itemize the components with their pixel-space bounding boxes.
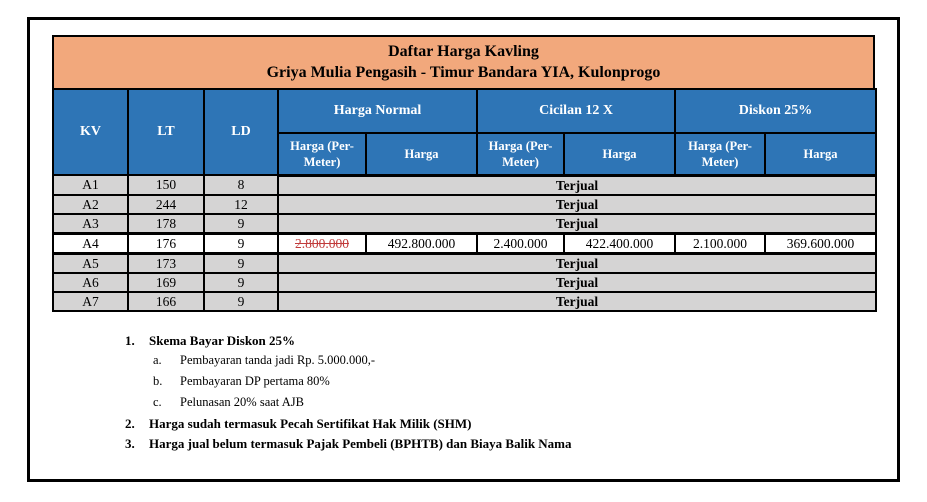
table-row-a4 <box>53 233 876 253</box>
cell-ld: 8 <box>204 175 278 195</box>
cell-kv: A3 <box>53 214 128 234</box>
cell-kv: A4 <box>53 233 128 253</box>
cell-diskon-total: 369.600.000 <box>765 233 876 253</box>
cell-kv: A1 <box>53 175 128 195</box>
status-badge-terjual: Terjual <box>278 195 876 214</box>
title-line-1: Daftar Harga Kavling <box>388 43 539 60</box>
cell-kv: A2 <box>53 195 128 214</box>
cell-lt: 150 <box>128 175 204 195</box>
group-header-diskon-25: Diskon 25% <box>675 89 876 133</box>
cell-ld: 9 <box>204 273 278 292</box>
group-header-harga-normal: Harga Normal <box>278 89 477 133</box>
group-header-cicilan-12x: Cicilan 12 X <box>477 89 675 133</box>
cell-ld: 9 <box>204 292 278 311</box>
note-subitem-1b <box>153 374 897 389</box>
subheader-normal-per-meter: Harga (Per-Meter) <box>278 133 366 175</box>
column-header-kv: KV <box>53 89 128 175</box>
cell-diskon-per-meter: 2.100.000 <box>675 233 765 253</box>
cell-lt: 166 <box>128 292 204 311</box>
cell-lt: 244 <box>128 195 204 214</box>
subheader-cicilan-harga: Harga <box>564 133 675 175</box>
note-text: Pembayaran DP pertama 80% <box>180 373 330 388</box>
subheader-diskon-harga: Harga <box>765 133 876 175</box>
cell-lt: 173 <box>128 253 204 273</box>
price-table <box>52 88 877 312</box>
status-badge-terjual: Terjual <box>278 292 876 311</box>
status-badge-terjual: Terjual <box>278 175 876 195</box>
note-text: Harga jual belum termasuk Pajak Pembeli (BPHTB) dan Biaya Balik Nama <box>149 435 572 451</box>
cell-lt: 169 <box>128 273 204 292</box>
cell-lt: 176 <box>128 233 204 253</box>
note-subitem-1c <box>153 395 897 410</box>
column-header-lt: LT <box>128 89 204 175</box>
note-text: Pelunasan 20% saat AJB <box>180 394 304 409</box>
table-row-a7 <box>53 292 876 311</box>
note-item-2 <box>125 416 897 431</box>
note-subitem-1a <box>153 353 897 368</box>
status-badge-terjual: Terjual <box>278 214 876 234</box>
notes-section <box>125 333 897 451</box>
note-item-3 <box>125 436 897 451</box>
note-marker: b. <box>153 373 163 388</box>
subheader-normal-harga: Harga <box>366 133 477 175</box>
note-item-1 <box>125 333 897 348</box>
document-title-banner <box>52 35 875 90</box>
table-row-a2 <box>53 195 876 214</box>
note-marker: c. <box>153 394 162 409</box>
note-text: Pembayaran tanda jadi Rp. 5.000.000,- <box>180 352 376 367</box>
table-row-a5 <box>53 253 876 273</box>
cell-cicilan-total: 422.400.000 <box>564 233 675 253</box>
note-marker: 1. <box>125 332 135 348</box>
status-badge-terjual: Terjual <box>278 273 876 292</box>
subheader-cicilan-per-meter: Harga (Per-Meter) <box>477 133 564 175</box>
document-frame <box>27 17 900 482</box>
title-line-2: Griya Mulia Pengasih - Timur Bandara YIA, Kulonprogo <box>266 64 661 81</box>
header-row-groups <box>53 89 876 133</box>
table-row-a1 <box>53 175 876 195</box>
cell-kv: A6 <box>53 273 128 292</box>
cell-normal-per-meter-struck: 2.800.000 <box>278 233 366 253</box>
cell-cicilan-per-meter: 2.400.000 <box>477 233 564 253</box>
cell-normal-total: 492.800.000 <box>366 233 477 253</box>
note-text: Skema Bayar Diskon 25% <box>149 332 296 348</box>
cell-lt: 178 <box>128 214 204 234</box>
cell-kv: A5 <box>53 253 128 273</box>
table-row-a6 <box>53 273 876 292</box>
subheader-diskon-per-meter: Harga (Per-Meter) <box>675 133 765 175</box>
note-marker: 3. <box>125 435 135 451</box>
table-row-a3 <box>53 214 876 234</box>
cell-ld: 9 <box>204 253 278 273</box>
note-marker: a. <box>153 352 162 367</box>
cell-ld: 12 <box>204 195 278 214</box>
cell-kv: A7 <box>53 292 128 311</box>
note-marker: 2. <box>125 415 135 431</box>
status-badge-terjual: Terjual <box>278 253 876 273</box>
cell-ld: 9 <box>204 214 278 234</box>
note-text: Harga sudah termasuk Pecah Sertifikat Hak Milik (SHM) <box>149 415 472 431</box>
cell-ld: 9 <box>204 233 278 253</box>
column-header-ld: LD <box>204 89 278 175</box>
